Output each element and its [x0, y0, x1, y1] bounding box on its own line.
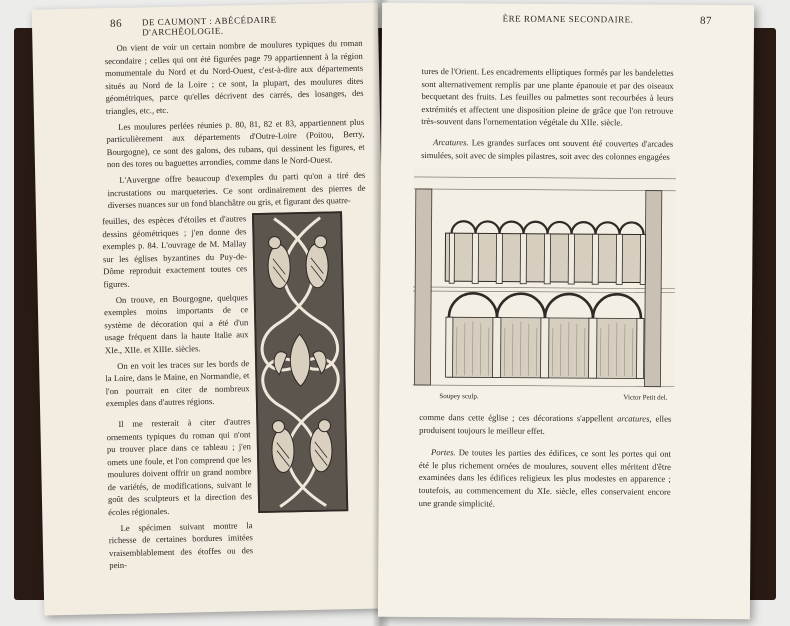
ornamental-border-engraving: [252, 211, 348, 513]
left-page-number: 86: [109, 17, 123, 31]
bird-foliage-ornament: [254, 213, 346, 511]
engraver-credit: Soupey sculp.: [439, 392, 479, 401]
paragraph: Le spécimen suivant montre la richesse de certaines bordures imitées vraisemblablement des étoffes ou des pein-: [108, 519, 254, 571]
right-header: [382, 13, 754, 32]
text-run: , elles produisent toujours le meilleur effet.: [419, 413, 672, 436]
arcade-engraving: [412, 167, 676, 389]
paragraph: feuilles, des espèces d'étoiles et d'autres dessins géométriques ; j'en donne des exemples p. 84. L'ouvrage de M. Mallay sur les églises byzantines du Puy-de-Dôme reproduit exactement toutes ces figures.: [102, 213, 248, 290]
paragraph-portes: [419, 446, 671, 511]
portes-term: Portes.: [430, 447, 456, 458]
text-run: comme dans cette église ; ces décorations s'appellent: [419, 411, 618, 424]
paragraph: Il me resterait à citer d'autres ornements typiques du roman qui n'ont pu trouver place dans ce tableau ; j'en omets une foule, et l'on comprend que les moulures doivent offrir un grand nombre de variétés, de modifications, suivant le goût des sculpteurs et la direction des écoles régionales.: [106, 416, 253, 518]
arcatures-term: Arcatures.: [433, 137, 469, 148]
right-intro-text: [421, 65, 674, 166]
right-page: [378, 3, 754, 620]
paragraph-arcatures: [421, 136, 673, 163]
left-full-text: [104, 37, 366, 215]
left-header: [32, 12, 378, 38]
right-running-title: ÈRE ROMANE SECONDAIRE.: [502, 13, 634, 25]
paragraph-after-figure: [419, 411, 671, 438]
paragraph: On en voit les traces sur les bords de la Loire, dans le Maine, en Normandie, et l'on pourrait en citer de nombreux exemples dans d'autres régions.: [105, 357, 250, 409]
arcatures-term-inline: arcatures: [617, 413, 650, 424]
arcade-wall-illustration: [412, 167, 676, 389]
paragraph: On vient de voir un certain nombre de moulures typiques du roman secondaire ; celles qui ont été figurées page 79 appartiennent à la région monumentale du Nord et du Nord-Ouest, c'est-à-dire aux départements situés au Nord de la Loire ; ce sont, la plupart, des moulures dites géométriques, parce qu'elles décrivent des carrés, des losanges, des triangles, etc., etc.: [104, 37, 364, 117]
right-lower-text: [419, 411, 672, 514]
paragraph: On trouve, en Bourgogne, quelques exemples moins importants de ce système de décoration qui a été d'un usage fréquent dans la haute Italie aux XIe., XIIe. et XIIIe. siècles.: [103, 291, 249, 356]
right-page-number: 87: [699, 14, 713, 28]
paragraph: Les moulures perlées réunies p. 80, 81, 82 et 83, appartiennent plus particulièrement aux départements d'Outre-Loire (Poitou, Berry, Bourgogne), ce sont des galons, des rubans, qui dessinent les figures, et non des tores ou baguettes arrondies, comme dans le Nord-Ouest.: [106, 116, 365, 170]
paragraph: L'Auvergne offre beaucoup d'exemples du parti qu'on a tiré des incrustations ou marqueteries. Ce sont ordinairement des pierres de diverses nuances sur un fond blanchâtre ou gris, et figurant des quatre-: [107, 169, 366, 211]
portes-text: De toutes les parties des édifices, ce sont les portes qui ont été le plus richement ornées de moulures, souvent elles méritent d'être examinées dans les édifices religieux les plus modestes en apparence ; toutefois, au commencement du XIe. siècle, elles conservaient encore une grande simplicité.: [418, 447, 672, 509]
left-running-title: DE CAUMONT : ABÉCÉDAIRE D'ARCHÉOLOGIE.: [141, 14, 277, 38]
draughtsman-credit: Victor Petit del.: [623, 393, 668, 402]
left-narrow-text: [102, 212, 254, 575]
left-page: [32, 2, 391, 615]
arcatures-text: Les grandes surfaces ont souvent été couvertes d'arcades simulées, soit avec de simples pilastres, soit avec des colonnes engagées: [421, 137, 674, 162]
paragraph: tures de l'Orient. Les encadrements elliptiques formés par les bandelettes sont alternativement remplis par une plante épanouie et par des oiseaux becquetant des fruits. Les feuilles ou palmettes sont recourbées à leurs extrémités et affectent une disposition pleine de grâce que l'on retrouve très-souvent dans l'ornementation végétale du XIIe. siècle.: [421, 65, 674, 128]
